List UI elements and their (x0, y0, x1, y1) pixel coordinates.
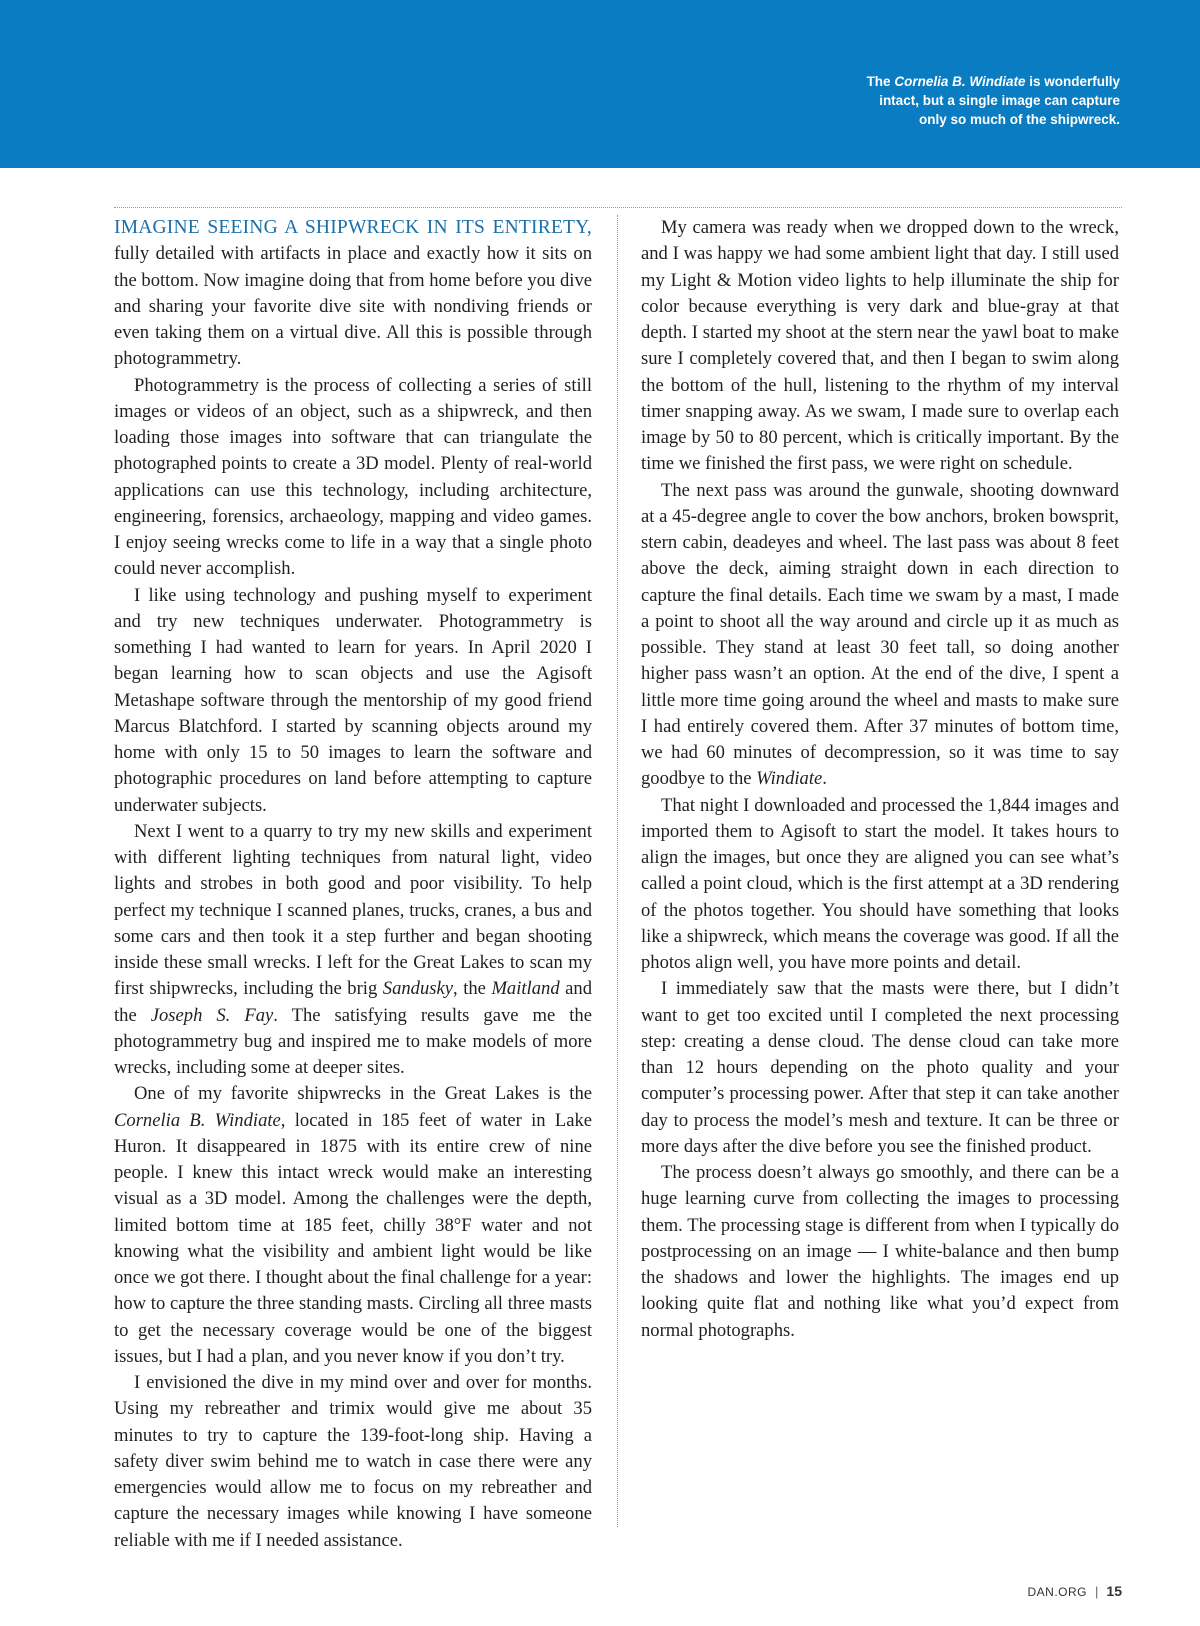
lead-in: IMAGINE SEEING A SHIPWRECK IN ITS ENTIRETY, (114, 217, 592, 238)
ship-name: Windiate (756, 768, 823, 790)
paragraph-text: The next pass was around the gunwale, shooting downward at a 45-degree angle to cover the bow anchors, broken bowsprit, stern cabin, deadeyes and wheel. The last pass was about 8 feet above the deck, aiming straight down in each direction to capture the final details. Each time we swam by a mast, I made a point to shoot all the way around and circle up it as much as possible. They stand at least 30 feet tall, so doing another higher pass wasn’t an option. At the end of the dive, I spent a little more time going around the wheel and masts to make sure I had entirely covered them. After 37 minutes of bottom time, we had 60 minutes of decompression, so it was time to say goodbye to the (641, 479, 1119, 790)
paragraph-text: and the (114, 978, 592, 1026)
paragraph-text: fully detailed with artifacts in place and exactly how it sits on the bottom. Now imagine doing that from home before you dive and sharing your favorite dive site with nondiving friends or even taking them on a virtual dive. All this is possible through photogrammetry. (114, 243, 592, 370)
caption-ship-name: Cornelia B. Windiate (894, 74, 1026, 89)
article-paragraph (114, 1370, 592, 1554)
article-paragraph (641, 478, 1119, 793)
article-paragraph (114, 215, 592, 373)
photo-caption (860, 72, 1120, 129)
page-footer (1028, 1583, 1122, 1601)
page-number: 15 (1106, 1583, 1122, 1599)
article-paragraph: I immediately saw that the masts were there, but I didn’t want to get too excited until I completed the next processing step: creating a dense cloud. The dense cloud can take more than 12 hours depending on the photo quality and your computer’s processing power. After that step it can take another day to process the model’s mesh and texture. It can be three or more days after the dive before you see the finished product. (641, 978, 1119, 1157)
paragraph-text: . (822, 768, 827, 790)
article-paragraph (114, 819, 592, 1082)
site-name: DAN.ORG (1027, 1585, 1088, 1599)
ship-name: Maitland (491, 978, 560, 1000)
article-paragraph: I like using technology and pushing myself to experiment and try new techniques underwater. Photogrammetry is something I had wanted to learn for years. In April 2020 I began learning how to scan objects and use the Agisoft Metashape software through the mentorship of my good friend Marcus Blatchford. I started by scanning objects around my home with only 15 to 50 images to learn the software and photographic procedures on land before attempting to capture underwater subjects. (114, 584, 592, 816)
article-paragraph: The process doesn’t always go smoothly, and there can be a huge learning curve from collecting the images to processing them. The processing stage is different from when I typically do postprocessing on an image — I white-balance and then bump the shadows and lower the highlights. The images end up looking quite flat and nothing like what you’d expect from normal photographs. (641, 1162, 1119, 1341)
footer-separator: | (1095, 1584, 1099, 1599)
article-column-left (114, 215, 592, 1554)
column-divider (617, 215, 618, 1527)
paragraph-text: , located in 185 feet of water in Lake Huron. It disappeared in 1875 with its entire crew of nine people. I knew this intact wreck would make an interesting visual as a 3D model. Among the challenges were the depth, limited bottom time at 185 feet, chilly 38°F water and not knowing what the visibility and ambient light would be like once we got there. I thought about the final challenge for a year: how to capture the three standing masts. Circling all three masts to get the necessary coverage would be one of the biggest issues, but I had a plan, and you never know if you don’t try. (114, 1109, 592, 1367)
ship-name: Cornelia B. Windiate (114, 1109, 281, 1131)
article-paragraph (114, 1081, 592, 1370)
ship-name: Sandusky (382, 978, 454, 1000)
paragraph-text: One of my favorite shipwrecks in the Great Lakes is the (134, 1083, 592, 1105)
top-banner (0, 0, 1200, 168)
article-paragraph: That night I downloaded and processed the 1,844 images and imported them to Agisoft to start the model. It takes hours to align the images, but once they are aligned you can see what’s called a point cloud, which is the first attempt at a 3D rendering of the photos together. You should have something that looks like a shipwreck, which means the coverage was good. If all the photos align well, you have more points and detail. (641, 794, 1119, 973)
paragraph-text: . The satisfying results gave me the photogrammetry bug and inspired me to make models of more wrecks, including some at deeper sites. (114, 1004, 592, 1078)
paragraph-text: Next I went to a quarry to try my new skills and experiment with different lighting techniques from natural light, video lights and strobes in both good and poor visibility. To help perfect my technique I scanned planes, trucks, cranes, a bus and some cars and then took it a step further and began shooting inside these small wrecks. I left for the Great Lakes to scan my first shipwrecks, including the brig (114, 820, 592, 1000)
paragraph-text: , the (453, 978, 492, 1000)
horizontal-divider (114, 207, 1122, 208)
article-paragraph: My camera was ready when we dropped down to the wreck, and I was happy we had some ambient light that day. I still used my Light & Motion video lights to help illuminate the ship for color because everything is very dark and blue-gray at that depth. I started my shoot at the stern near the yawl boat to make sure I completely covered that, and then I began to swim along the bottom of the hull, listening to the rhythm of my interval timer snapping away. As we swam, I made sure to overlap each image by 50 to 80 percent, which is critically important. By the time we finished the first pass, we were right on schedule. (641, 217, 1119, 475)
caption-prefix: The (866, 74, 895, 89)
paragraph-text: I envisioned the dive in my mind over and over for months. Using my rebreather and trimix would give me about 35 minutes to try to capture the 139-foot-long ship. Having a safety diver swim behind me to watch in case there were any emergencies would allow me to focus on my rebreather and capture the necessary images while knowing I have someone reliable with me if I needed assistance. (114, 1372, 592, 1551)
article-paragraph: Photogrammetry is the process of collecting a series of still images or videos of an object, such as a shipwreck, and then loading those images into software that can triangulate the photographed points to create a 3D model. Plenty of real-world applications can use this technology, including architecture, engineering, forensics, archaeology, mapping and video games. I enjoy seeing wrecks come to life in a way that a single photo could never accomplish. (114, 374, 592, 580)
article-column-right (641, 215, 1119, 1344)
caption-rest: is wonderfully intact, but a single image can capture only so much of the shipwreck. (879, 74, 1120, 127)
ship-name: Joseph S. Fay (150, 1004, 274, 1026)
